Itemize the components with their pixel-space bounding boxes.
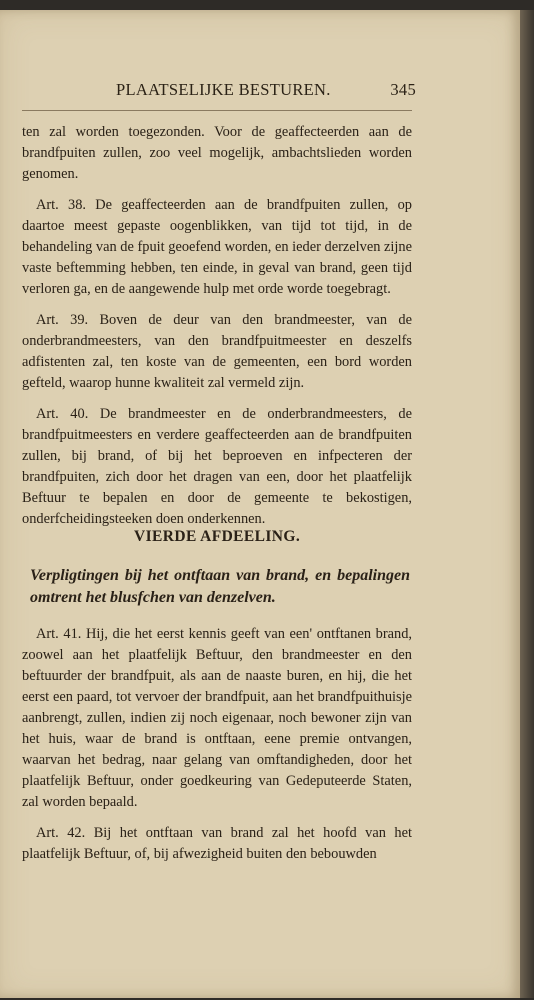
paragraph-continuation: ten zal worden toegezonden. Voor de geaffecteerden aan de brandfpuiten zullen, zoo veel mogelijk, ambachtslieden worden genomen. [22, 124, 412, 182]
article-block-2 [22, 624, 412, 865]
page-number: 345 [390, 80, 416, 99]
paragraph-art-41: Art. 41. Hij, die het eerst kennis geeft van een' ontftanen brand, zoowel aan het plaatfelijk Beftuur, den brandmeester en den beftuurder der brandfpuit, als aan de naaste buren, en hij, die het eerst een paard, tot vervoer der brandfpuit, aan het brandfpuithuisje aanbrengt, zullen, indien zij noch eigenaar, noch bewoner zijn van het huis, waar de brand is ontftaan, eene premie ontvangen, waarvan het bedrag, naar gelang van omftandigheden, door het plaatfelijk Beftuur, onder goedkeuring van Gedeputeerde Staten, zal worden bepaald. [22, 626, 412, 810]
paragraph-art-39: Art. 39. Boven de deur van den brandmeester, van de onderbrandmeesters, van den brandfpuitmeester en deszelfs adfistenten zal, ten koste van de gemeenten, een bord worden gefteld, waarop hunne kwaliteit zal vermeld zijn. [22, 312, 412, 391]
paragraph-art-42: Art. 42. Bij het ontftaan van brand zal het hoofd van het plaatfelijk Beftuur, of, bij afwezigheid buiten den bebouwden [22, 825, 412, 862]
running-head-title: PLAATSELIJKE BESTUREN. [116, 80, 331, 99]
header-divider [22, 110, 412, 111]
paragraph-art-40: Art. 40. De brandmeester en de onderbrandmeesters, de brandfpuitmeesters en verdere geaffecteerden aan de brandfpuiten zullen, bij brand, of bij het beproeven en infpecteren der brandfpuiten, zich door het dragen van een, door het plaatfelijk Beftuur te bepalen en door de gemeente te bekostigen, onderfcheidingsteeken doen onderkennen. [22, 406, 412, 527]
page-edge-shadow [520, 10, 534, 998]
section-heading: VIERDE AFDEELING. [134, 528, 301, 545]
section-subheading: Verpligtingen bij het ontftaan van brand, en bepalingen omtrent het blusfchen van denzelven. [30, 567, 410, 606]
running-head [116, 80, 416, 106]
article-block-1 [22, 122, 412, 530]
paragraph-art-38: Art. 38. De geaffecteerden aan de brandfpuiten zullen, op daartoe meest gepaste oogenblikken, van tijd tot tijd, in de behandeling van de fpuit geoefend worden, en ieder derzelven zijne vaste beftemming hebben, ten einde, in geval van brand, geen tijd verloren ga, en de aangewende hulp met orde worde toegebragt. [22, 197, 412, 297]
